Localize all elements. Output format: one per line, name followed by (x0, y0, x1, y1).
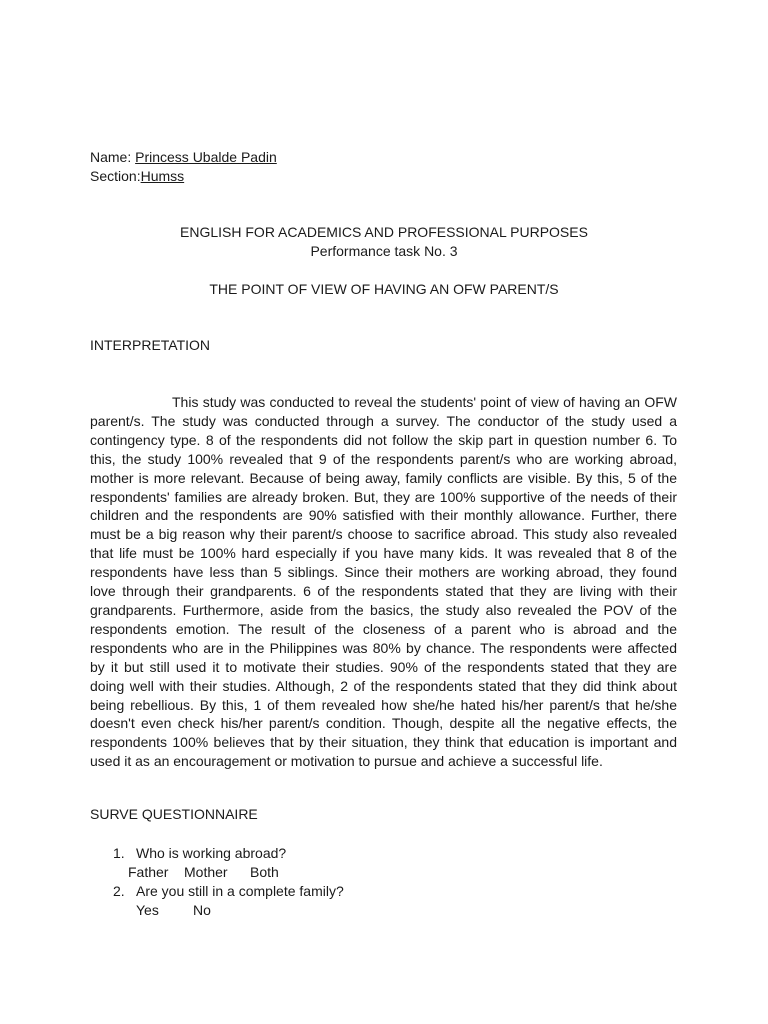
question-text: Who is working abroad? (136, 845, 287, 861)
option-father: Father (128, 864, 169, 880)
option-no: No (193, 902, 211, 918)
question-number: 1. (113, 845, 125, 861)
question-number: 2. (113, 883, 125, 899)
questionnaire-heading: SURVE QUESTIONNAIRE (90, 806, 258, 822)
option-yes: Yes (136, 902, 159, 918)
name-line (90, 148, 277, 167)
name-value: Princess Ubalde Padin (135, 149, 277, 165)
interpretation-heading: INTERPRETATION (90, 337, 211, 353)
topic-title: THE POINT OF VIEW OF HAVING AN OFW PARENT/S (209, 281, 559, 297)
course-title: ENGLISH FOR ACADEMICS AND PROFESSIONAL PURPOSES (180, 224, 588, 240)
option-mother: Mother (184, 864, 228, 880)
interpretation-paragraph: This study was conducted to reveal the students' point of view of having an OFW parent/s. The study was conducted through a survey. The conductor of the study used a contingency type. 8 of the respondents did not follow the skip part in question number 6. To this, the study 100% revealed that 9 of the respondents parent/s who are working abroad, mother is more relevant. Because of being away, family conflicts are visible. By this, 5 of the respondents' families are already broken. But, they are 100% supportive of the needs of their children and the respondents are 90% satisfied with their monthly allowance. Further, there must be a big reason why their parent/s choose to sacrifice abroad. This study also revealed that life must be 100% hard especially if you have many kids. It was revealed that 8 of the respondents have less than 5 siblings. Since their mothers are working abroad, they found love through their grandparents. 6 of the respondents stated that they are living with their grandparents. Furthermore, aside from the basics, the study also revealed the POV of the respondents emotion. The result of the closeness of a parent who is abroad and the respondents who are in the Philippines was 80% by chance. The respondents were affected by it but still used it to motivate their studies. 90% of the respondents stated that they are doing well with their studies. Although, 2 of the respondents stated that they did think about being rebellious. By this, 1 of them revealed how she/he hated his/her parent/s that he/she doesn't even check his/her parent/s condition. Though, despite all the negative effects, the respondents 100% believes that by their situation, they think that education is important and used it as an encouragement or motivation to pursue and achieve a successful life. (90, 394, 677, 770)
section-value: Humss (140, 168, 185, 184)
task-title: Performance task No. 3 (310, 243, 458, 259)
section-label: Section: (90, 168, 141, 184)
question-text: Are you still in a complete family? (136, 883, 344, 899)
option-both: Both (250, 864, 279, 880)
name-label: Name: (90, 149, 136, 165)
section-line (90, 167, 184, 186)
